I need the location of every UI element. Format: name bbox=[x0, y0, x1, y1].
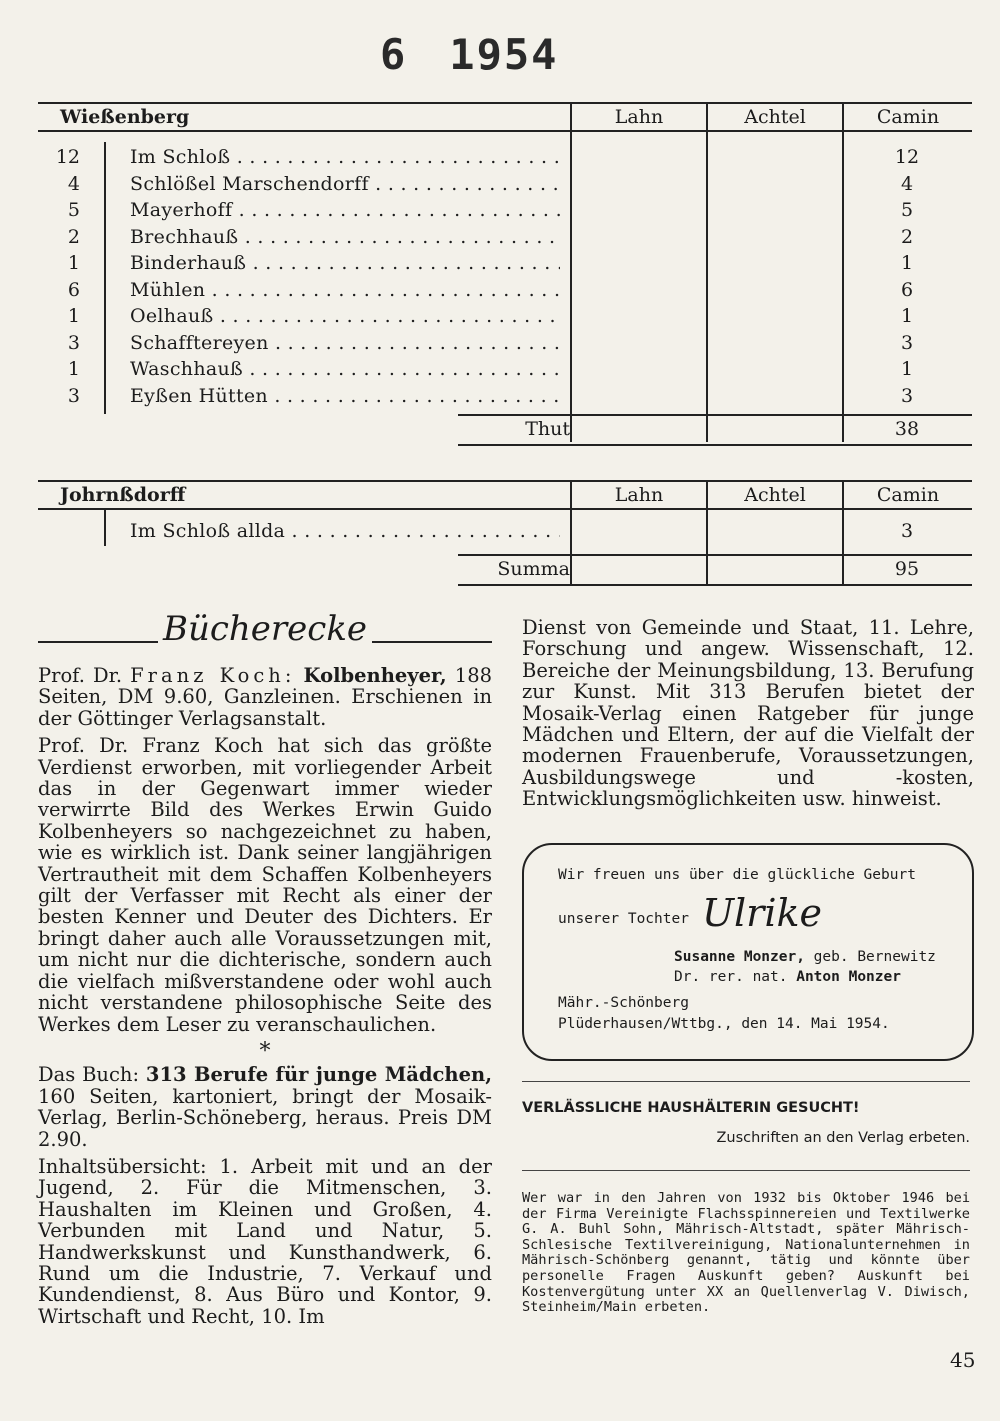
announcement-line: Wir freuen uns über die glückliche Geburt bbox=[558, 867, 916, 883]
item-name: Mayerhoff . . . bbox=[130, 197, 560, 224]
author: Franz Koch: bbox=[130, 664, 296, 687]
count: 1 bbox=[67, 305, 80, 327]
column-header-camin: Camin bbox=[876, 106, 940, 128]
divider bbox=[522, 1170, 970, 1171]
place-name: Johrnßdorff bbox=[60, 484, 186, 506]
total-value: 38 bbox=[894, 418, 920, 440]
divider bbox=[522, 1081, 970, 1082]
table-of-contents: Inhaltsübersicht: 1. Arbeit mit und an der Jugend, 2. Für die Mitmenschen, 3. Haushalten im Kleinen und Großen, 4. Verbunden mit Land und Natur, 5. Handwerkskunst und Kunsthandwerk, 6. Rund um die Industrie, 7. Verkauf und Kundendienst, 8. Aus Büro und Kontor, 9. Wirtschaft und Recht, 10. Im bbox=[38, 1154, 492, 1328]
table-row bbox=[38, 197, 972, 224]
camin-value: 1 bbox=[900, 305, 914, 327]
item-name: Schafftereyen . . . bbox=[130, 330, 560, 357]
count: 3 bbox=[67, 331, 80, 354]
total-value: 95 bbox=[894, 558, 920, 580]
table-row bbox=[38, 144, 972, 171]
item-name: Im Schloß allda . . . bbox=[130, 518, 560, 545]
column-header-camin: Camin bbox=[876, 484, 940, 506]
column-header-lahn: Lahn bbox=[614, 106, 664, 128]
table-header bbox=[38, 102, 972, 132]
mother: Susanne Monzer, geb. Bernewitz bbox=[674, 949, 936, 965]
birth-announcement bbox=[522, 843, 974, 1061]
camin-value: 3 bbox=[900, 520, 914, 542]
item-name: Im Schloß . . . bbox=[130, 144, 560, 171]
count: 1 bbox=[67, 252, 80, 274]
book-review: Prof. Dr. Franz Koch hat sich das größte Verdienst erworben, mit vorliegender Arbeit das in der Gegenwart immer wieder verwirrte Bild des Werkes Erwin Guido Kolbenheyers so nachgezeichnet zu haben, wie es wirklich ist. Dank seiner langjährigen Vertrautheit mit dem Schaffen Kolbenheyers gilt der Verfasser mit Recht als einer der besten Kenner und Deuter des Dichters. Er bringt daher auch alle Voraussetzungen mit, um nicht nur die dichterische, sondern auch die vielfach mißverstandene oder wohl auch nicht verstandene philosophische Seite des Werkes dem Leser zu veranschaulichen. bbox=[38, 734, 492, 1036]
camin-value: 1 bbox=[900, 252, 914, 274]
father: Dr. rer. nat. Anton Monzer bbox=[674, 969, 901, 985]
table-row bbox=[38, 171, 972, 198]
issue-year: 1954 bbox=[449, 30, 559, 79]
column-header-achtel: Achtel bbox=[744, 106, 806, 128]
ad-subline: Zuschriften an den Verlag erbeten. bbox=[716, 1130, 970, 1146]
table-row bbox=[38, 330, 972, 357]
total-label: Thut bbox=[525, 418, 570, 440]
table-row bbox=[38, 224, 972, 251]
item-name: Mühlen . . . bbox=[130, 277, 560, 304]
table-wiessenberg bbox=[38, 102, 972, 442]
camin-value: 3 bbox=[900, 331, 914, 354]
count: 5 bbox=[67, 199, 80, 221]
table-row bbox=[38, 303, 972, 330]
item-name: Binderhauß . . . bbox=[130, 250, 560, 277]
table-row bbox=[38, 250, 972, 277]
total-row bbox=[458, 414, 972, 446]
count: 1 bbox=[67, 358, 80, 380]
count: 12 bbox=[55, 146, 80, 168]
inquiry-ad: Wer war in den Jahren von 1932 bis Oktober 1946 bei der Firma Vereinigte Flachsspinnereien und Textilwerke G. A. Buhl Sohn, Mährisch-Altstadt, später Mährisch-Schlesische Textilvereinigung, Nationalunternehmen in Mährisch-Schönberg genannt, tätig und könnte über personelle Fragen Auskunft geben? Auskunft bei Kostenvergütung unter XX an Quellenverlag V. Diwisch, Steinheim/Main erbeten. bbox=[522, 1190, 970, 1316]
announcement-line: unserer Tochter bbox=[558, 911, 689, 927]
place-name: Wießenberg bbox=[60, 106, 190, 128]
section-heading bbox=[38, 609, 492, 665]
camin-value: 4 bbox=[900, 172, 914, 195]
book-entry: Das Buch: 313 Berufe für junge Mädchen, 160 Seiten, kartoniert, bringt der Mosaik-Verlag, Berlin-Schöneberg, heraus. Preis DM 2.90. bbox=[38, 1063, 492, 1151]
ad-heading: VERLÄSSLICHE HAUSHÄLTERIN GESUCHT! bbox=[522, 1100, 860, 1116]
classified-ad bbox=[522, 1100, 970, 1146]
camin-value: 2 bbox=[900, 225, 914, 248]
total-row bbox=[458, 554, 972, 586]
page-number: 45 bbox=[950, 1348, 976, 1372]
table-row bbox=[38, 383, 972, 410]
count: 6 bbox=[67, 278, 80, 301]
table-row bbox=[38, 518, 972, 545]
book-title: 313 Berufe für junge Mädchen, bbox=[145, 1063, 492, 1087]
issue-header bbox=[380, 30, 640, 79]
place-date-line: Plüderhausen/Wttbg., den 14. Mai 1954. bbox=[558, 1016, 890, 1032]
count: 2 bbox=[67, 225, 80, 248]
item-name: Oelhauß . . . bbox=[130, 303, 560, 330]
count: 3 bbox=[67, 384, 80, 407]
camin-value: 6 bbox=[900, 278, 914, 301]
count: 4 bbox=[67, 172, 80, 195]
child-name: Ulrike bbox=[702, 891, 823, 935]
issue-number: 6 bbox=[380, 30, 408, 79]
column-header-achtel: Achtel bbox=[744, 484, 806, 506]
item-name: Eyßen Hütten . . . bbox=[130, 383, 560, 410]
separator: * bbox=[259, 1038, 271, 1064]
table-row bbox=[38, 277, 972, 304]
section-title: Bücherecke bbox=[155, 619, 375, 640]
item-name: Waschhauß . . . bbox=[130, 356, 560, 383]
place-line: Mähr.-Schönberg bbox=[558, 995, 689, 1011]
item-name: Schlößel Marschendorff . . . bbox=[130, 171, 560, 198]
book-entry: Prof. Dr. Franz Koch: Kolbenheyer, 188 Seiten, DM 9.60, Ganzleinen. Erschienen in der Göttinger Verlagsanstalt. bbox=[38, 664, 493, 730]
total-label: Summa bbox=[497, 558, 570, 580]
item-name: Brechhauß . . . bbox=[130, 224, 560, 251]
review-continuation: Dienst von Gemeinde und Staat, 11. Lehre, Forschung und angew. Wissenschaft, 12. Bereiche der Meinungsbildung, 13. Berufung zur Kunst. Mit 313 Berufen bietet der Mosaik-Verlag einen Ratgeber für junge Mädchen und Eltern, der auf die Vielfalt der modernen Frauenberufe, Voraussetzungen, Ausbildungswege und -kosten, Entwicklungsmöglichkeiten usw. hinweist. bbox=[522, 616, 974, 811]
camin-value: 1 bbox=[900, 358, 914, 380]
book-corner bbox=[38, 609, 493, 1333]
camin-value: 3 bbox=[900, 384, 914, 407]
camin-value: 5 bbox=[900, 199, 914, 221]
book-title: Kolbenheyer, bbox=[303, 664, 447, 687]
right-column bbox=[522, 617, 974, 816]
table-row bbox=[38, 356, 972, 383]
table-header bbox=[38, 480, 972, 510]
column-header-lahn: Lahn bbox=[614, 484, 664, 506]
table-johrnsdorff bbox=[38, 480, 972, 584]
camin-value: 12 bbox=[894, 146, 920, 168]
